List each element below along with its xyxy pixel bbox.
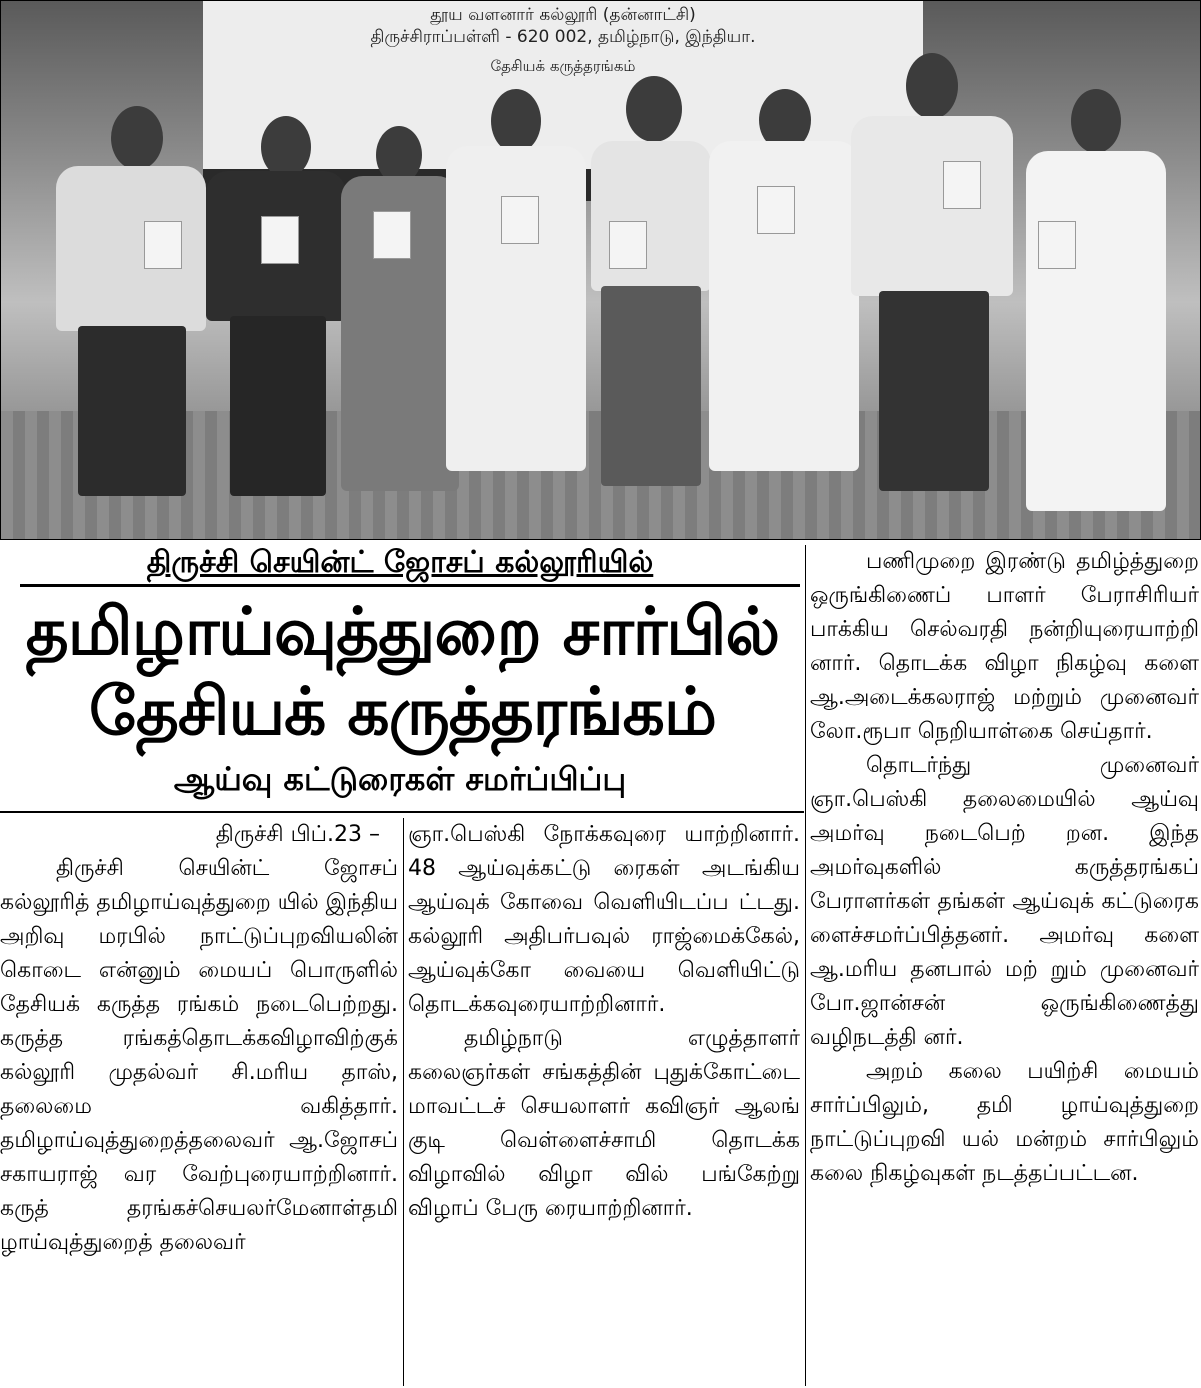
kicker-headline: திருச்சி செயின்ட் ஜோசப் கல்லூரியில் <box>146 545 654 580</box>
article-column-2 <box>408 818 800 1226</box>
banner-address: திருச்சிராப்பள்ளி - 620 002, தமிழ்நாடு, இந்தியா. <box>370 27 756 47</box>
main-headline-line2: தேசியக் கருத்தரங்கம் <box>89 673 716 750</box>
column-2-paragraph-2: தமிழ்நாடு எழுத்தாளர் கலைஞர்கள் சங்கத்தின் புதுக்கோட்டை மாவட்டச் செயலாளர் கவிஞர் ஆலங் குடி வெள்ளைச்சாமி தொடக்க விழாவில் விழா வில் பங்கேற்று விழாப் பேரு ரையாற்றினார். <box>408 1026 800 1221</box>
main-headline-line1: தமிழாய்வுத்துறை சார்பில் <box>25 593 780 670</box>
banner-college-name: தூய வளனார் கல்லூரி (தன்னாட்சி) <box>430 5 696 25</box>
column-2-paragraph-1: ஞா.பெஸ்கி நோக்கவுரை யாற்றினார். 48 ஆய்வுக்கட்டு ரைகள் அடங்கிய ஆய்வுக் கோவை வெளியிடப்ப ட்டது. கல்லூரி அதிபர்பவுல் ராஜ்மைக்கேல், ஆய்வுக்கோ வையை வெளியிட்டு தொடக்கவுரையாற்றினார். <box>408 822 800 1017</box>
column-3-paragraph-2: தொடர்ந்து முனைவர் ஞா.பெஸ்கி தலைமையில் ஆய்வு அமர்வு நடைபெற் றன. இந்த அமர்வுகளில் கருத்தரங்கப் பேராளர்கள் தங்கள் ஆய்வுக் கட்டுரைக ளைச்சமர்ப்பித்தனர். அமர்வு களை ஆ.மரிய தனபால் மற் றும் முனைவர் போ.ஜான்சன் ஒருங்கிணைத்து வழிநடத்தி னர். <box>810 753 1199 1050</box>
article-column-3 <box>810 545 1199 1191</box>
subheadline: ஆய்வு கட்டுரைகள் சமர்ப்பிப்பு <box>173 760 627 798</box>
dateline: திருச்சி பிப்.23 – <box>215 822 380 847</box>
column-3-paragraph-1: பணிமுறை இரண்டு தமிழ்த்துறை ஒருங்கிணைப் பாளர் பேராசிரியர் பாக்கிய செல்வரதி நன்றியுரையாற்றி னார். தொடக்க விழா நிகழ்வு களை ஆ.அடைக்கலராஜ் மற்றும் முனைவர் லோ.ரூபா நெறியாள்கை செய்தார். <box>810 549 1199 744</box>
article-column-1 <box>0 818 398 1260</box>
column-3-paragraph-3: அறம் கலை பயிற்சி மையம் சார்ப்பிலும், தமி ழாய்வுத்துறை நாட்டுப்புறவி யல் மன்றம் சார்பிலும் கலை நிகழ்வுகள் நடத்தப்பட்டன. <box>810 1059 1199 1186</box>
headline-rule <box>20 584 800 587</box>
column-divider-1 <box>403 818 404 1386</box>
column-1-paragraph: திருச்சி செயின்ட் ஜோசப் கல்லூரித் தமிழாய்வுத்துறை யில் இந்திய அறிவு மரபில் நாட்டுப்புறவியலின் கொடை என்னும் மையப் பொருளில் தேசியக் கருத்த ரங்கம் நடைபெற்றது. கருத்த ரங்கத்தொடக்கவிழாவிற்குக் கல்லூரி முதல்வர் சி.மரிய தாஸ், தலைமை வகித்தார். தமிழாய்வுத்துறைத்தலைவர் ஆ.ஜோசப் சகாயராஜ் வர வேற்புரையாற்றினார். கருத் தரங்கச்செயலர்மேனாள்தமி ழாய்வுத்துறைத் தலைவர் <box>0 856 398 1255</box>
event-photo <box>0 0 1201 540</box>
banner-event-title: தேசியக் கருத்தரங்கம் <box>490 57 636 75</box>
subhead-rule <box>0 811 804 813</box>
column-divider-2 <box>805 545 806 1386</box>
